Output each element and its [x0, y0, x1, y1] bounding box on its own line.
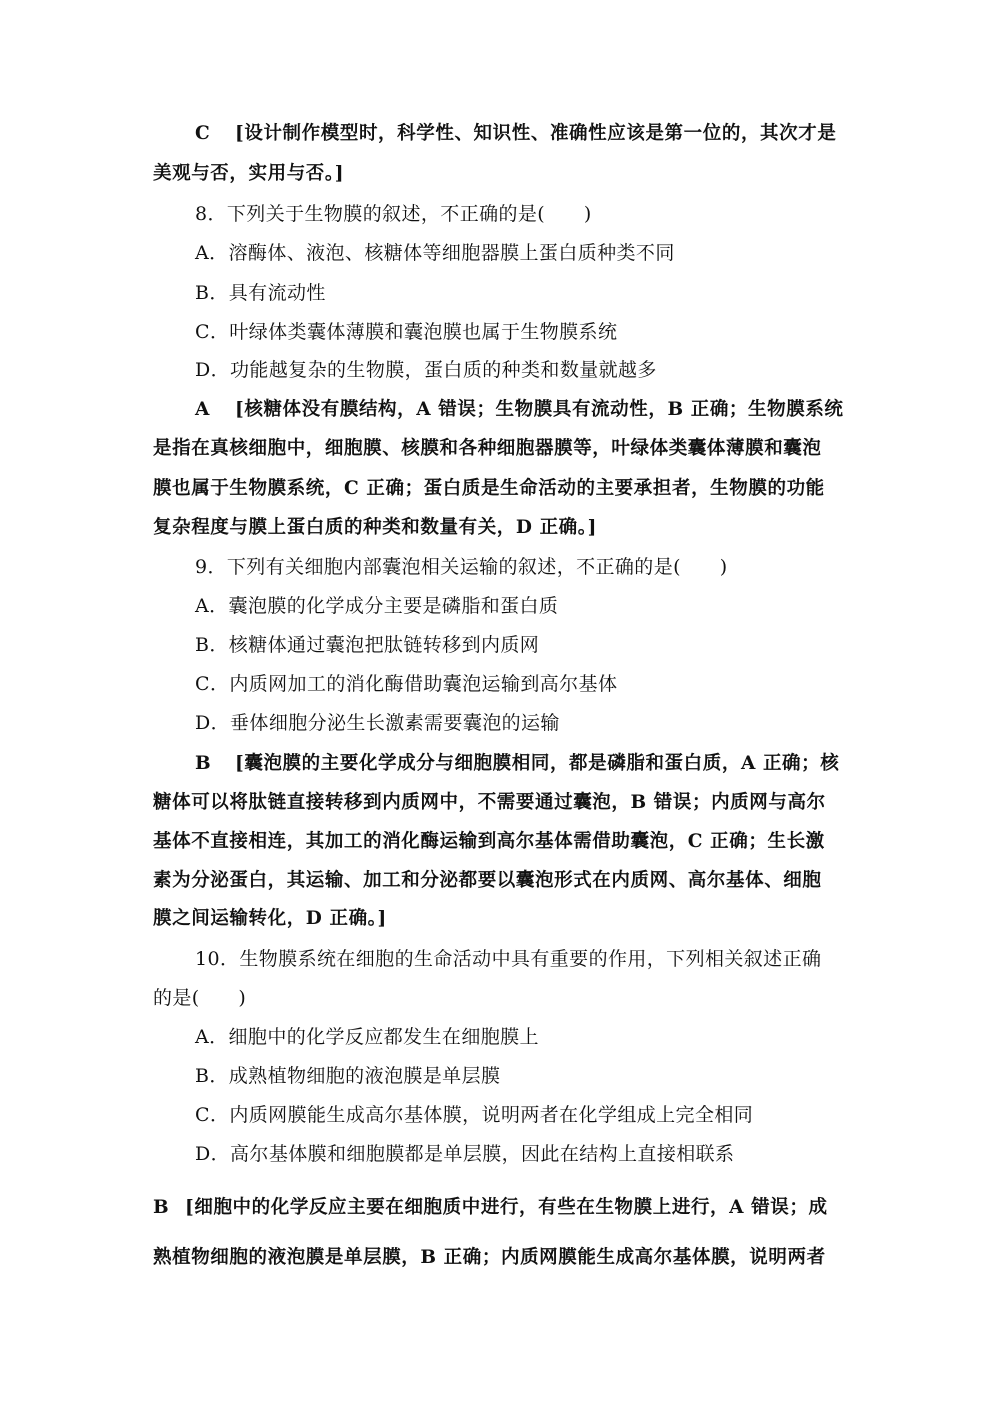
q9-option-c: C．内质网加工的消化酶借助囊泡运输到高尔基体	[195, 673, 618, 695]
q8-option-c: C．叶绿体类囊体薄膜和囊泡膜也属于生物膜系统	[195, 321, 618, 343]
q8-option-b: B．具有流动性	[195, 282, 326, 304]
q7-answer-key: C	[195, 123, 211, 144]
q9-explanation-line-1: B [囊泡膜的主要化学成分与细胞膜相同，都是磷脂和蛋白质，A 正确；核	[195, 753, 840, 774]
q9-explanation-line-3: 基体不直接相连，其加工的消化酶运输到高尔基体需借助囊泡，C 正确；生长激	[153, 831, 825, 852]
q7-explanation-line-1: C [设计制作模型时，科学性、知识性、准确性应该是第一位的，其次才是	[195, 123, 837, 144]
q8-option-a: A．溶酶体、液泡、核糖体等细胞器膜上蛋白质种类不同	[195, 242, 675, 264]
q9-option-b: B．核糖体通过囊泡把肽链转移到内质网	[195, 634, 540, 656]
q9-explanation-line-4: 素为分泌蛋白，其运输、加工和分泌都要以囊泡形式在内质网、高尔基体、细胞	[153, 870, 822, 891]
q9-answer-key: B	[195, 753, 212, 774]
q10-stem-line-1: 10．生物膜系统在细胞的生命活动中具有重要的作用，下列相关叙述正确	[195, 948, 822, 970]
q7-explanation-line-2: 美观与否，实用与否。]	[153, 163, 345, 184]
q9-option-d: D．垂体细胞分泌生长激素需要囊泡的运输	[195, 712, 560, 734]
q10-explanation-line-2: 熟植物细胞的液泡膜是单层膜，B 正确；内质网膜能生成高尔基体膜，说明两者	[153, 1247, 826, 1268]
q10-option-c: C．内质网膜能生成高尔基体膜，说明两者在化学组成上完全相同	[195, 1104, 754, 1126]
q8-explanation-line-4: 复杂程度与膜上蛋白质的种类和数量有关，D 正确。]	[153, 517, 597, 538]
q8-option-d: D．功能越复杂的生物膜，蛋白质的种类和数量就越多	[195, 359, 657, 381]
q10-option-b: B．成熟植物细胞的液泡膜是单层膜	[195, 1065, 501, 1087]
q8-answer-key: A	[195, 399, 210, 420]
q10-option-d: D．高尔基体膜和细胞膜都是单层膜，因此在结构上直接相联系	[195, 1143, 735, 1165]
q8-stem: 8．下列关于生物膜的叙述，不正确的是( )	[195, 203, 592, 225]
q9-explanation-line-5: 膜之间运输转化，D 正确。]	[153, 908, 387, 929]
q10-stem-line-2: 的是( )	[153, 987, 247, 1009]
q10-option-a: A．细胞中的化学反应都发生在细胞膜上	[195, 1026, 539, 1048]
q8-explanation-line-1: A [核糖体没有膜结构，A 错误；生物膜具有流动性，B 正确；生物膜系统	[195, 399, 844, 420]
q10-explanation-line-1: B [细胞中的化学反应主要在细胞质中进行，有些在生物膜上进行，A 错误；成	[153, 1197, 828, 1218]
q8-explanation-line-2: 是指在真核细胞中，细胞膜、核膜和各种细胞器膜等，叶绿体类囊体薄膜和囊泡	[153, 438, 822, 459]
q8-explanation-line-3: 膜也属于生物膜系统，C 正确；蛋白质是生命活动的主要承担者，生物膜的功能	[153, 478, 825, 499]
q10-answer-key: B	[153, 1197, 170, 1218]
q9-stem: 9．下列有关细胞内部囊泡相关运输的叙述，不正确的是( )	[195, 556, 728, 578]
q9-option-a: A．囊泡膜的化学成分主要是磷脂和蛋白质	[195, 595, 559, 617]
q9-explanation-line-2: 糖体可以将肽链直接转移到内质网中，不需要通过囊泡，B 错误；内质网与高尔	[153, 792, 826, 813]
